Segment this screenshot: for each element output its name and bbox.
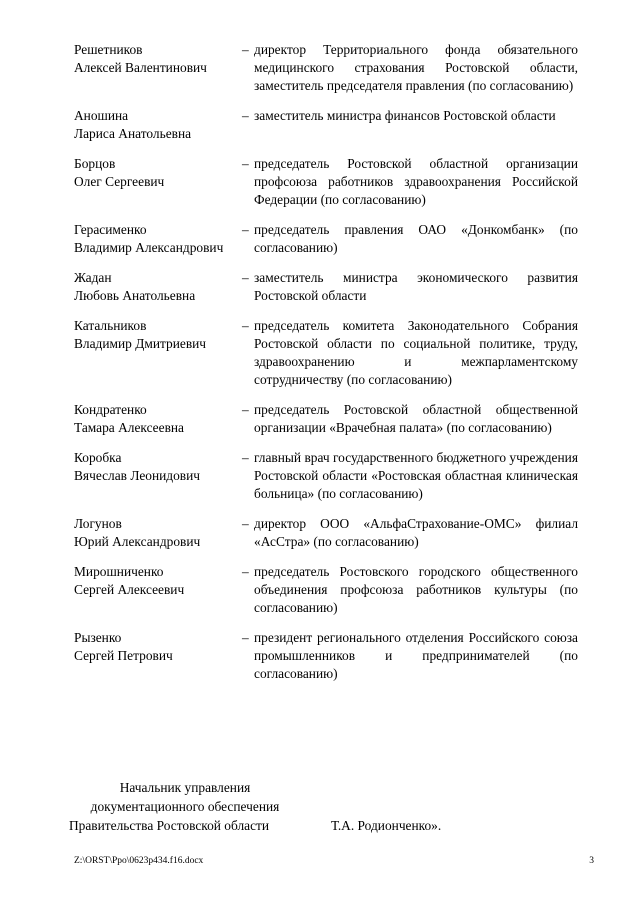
- member-dash: –: [242, 42, 249, 57]
- page-number: 3: [589, 856, 594, 866]
- signature-position-line-1: Начальник управления: [119, 780, 251, 795]
- member-role: директор Территориального фонда обязательного медицинского страхования Ростовской области, заместитель председателя правления (по согласованию): [254, 42, 578, 93]
- member-row: [74, 629, 578, 683]
- member-name: [74, 317, 242, 389]
- member-role: заместитель министра финансов Ростовской области: [254, 108, 556, 123]
- member-dash: –: [242, 402, 249, 417]
- member-role: директор ООО «АльфаСтрахование-ОМС» филиал «АсСтра» (по согласованию): [254, 516, 578, 549]
- member-dash: –: [242, 270, 249, 285]
- member-name: [74, 515, 242, 551]
- member-surname: Логунов: [74, 516, 122, 531]
- member-surname: Решетников: [74, 42, 143, 57]
- member-surname: Герасименко: [74, 222, 147, 237]
- member-surname: Жадан: [74, 270, 112, 285]
- member-surname: Коробка: [74, 450, 122, 465]
- member-dash: –: [242, 516, 249, 531]
- member-role: президент регионального отделения Российского союза промышленников и предпринимателей (по согласованию): [254, 630, 578, 681]
- member-given-name: Олег Сергеевич: [74, 174, 165, 189]
- member-surname: Кондратенко: [74, 402, 147, 417]
- file-path: Z:\ORST\Ppo\0623p434.f16.docx: [74, 856, 204, 866]
- member-row: [74, 449, 578, 503]
- member-role: председатель правления ОАО «Донкомбанк» (по согласованию): [254, 222, 578, 255]
- member-name: [74, 563, 242, 617]
- member-dash: –: [242, 156, 249, 171]
- signatory-name: Т.А. Родионченко».: [331, 818, 442, 833]
- member-row: [74, 401, 578, 437]
- signature-row: [69, 816, 441, 835]
- member-given-name: Любовь Анатольевна: [74, 288, 196, 303]
- member-dash: –: [242, 318, 249, 333]
- member-row: [74, 269, 578, 305]
- member-list: [74, 41, 578, 695]
- signature-position-line-2: документационного обеспечения: [90, 799, 280, 814]
- member-role: председатель Ростовской областной организации профсоюза работников здравоохранения Российской Федерации (по согласованию): [254, 156, 578, 207]
- member-dash: –: [242, 564, 249, 579]
- member-given-name: Владимир Дмитриевич: [74, 336, 207, 351]
- member-name: [74, 449, 242, 503]
- member-row: [74, 563, 578, 617]
- member-name: [74, 629, 242, 683]
- member-name: [74, 269, 242, 305]
- member-given-name: Алексей Валентинович: [74, 60, 207, 75]
- page-footer: [74, 855, 594, 867]
- member-name: [74, 107, 242, 143]
- member-role: председатель комитета Законодательного Собрания Ростовской области по социальной политике, труду, здравоохранению и межпарламентскому сотрудничеству (по согласованию): [254, 318, 578, 387]
- member-surname: Мирошниченко: [74, 564, 164, 579]
- member-row: [74, 155, 578, 209]
- member-given-name: Владимир Александрович: [74, 240, 224, 255]
- member-given-name: Вячеслав Леонидович: [74, 468, 201, 483]
- member-dash: –: [242, 630, 249, 645]
- member-given-name: Сергей Петрович: [74, 648, 173, 663]
- member-name: [74, 41, 242, 95]
- member-role: заместитель министра экономического развития Ростовской области: [254, 270, 578, 303]
- member-row: [74, 107, 578, 143]
- member-dash: –: [242, 450, 249, 465]
- member-row: [74, 515, 578, 551]
- member-given-name: Сергей Алексеевич: [74, 582, 185, 597]
- member-role: главный врач государственного бюджетного учреждения Ростовской области «Ростовская областная клиническая больница» (по согласованию): [254, 450, 578, 501]
- member-given-name: Лариса Анатольевна: [74, 126, 192, 141]
- signature-position-line-3: Правительства Ростовской области: [69, 818, 270, 833]
- member-role: председатель Ростовской областной общественной организации «Врачебная палата» (по согласованию): [254, 402, 578, 435]
- member-row: [74, 41, 578, 95]
- member-role: председатель Ростовского городского общественного объединения профсоюза работников культуры (по согласованию): [254, 564, 578, 615]
- member-dash: –: [242, 108, 249, 123]
- member-dash: –: [242, 222, 249, 237]
- member-surname: Катальников: [74, 318, 147, 333]
- member-surname: Борцов: [74, 156, 116, 171]
- member-name: [74, 401, 242, 437]
- member-surname: Рызенко: [74, 630, 122, 645]
- member-given-name: Тамара Алексеевна: [74, 420, 184, 435]
- member-surname: Аношина: [74, 108, 129, 123]
- signature-block: [69, 778, 441, 835]
- member-name: [74, 221, 242, 257]
- member-given-name: Юрий Александрович: [74, 534, 201, 549]
- member-row: [74, 221, 578, 257]
- member-row: [74, 317, 578, 389]
- member-name: [74, 155, 242, 209]
